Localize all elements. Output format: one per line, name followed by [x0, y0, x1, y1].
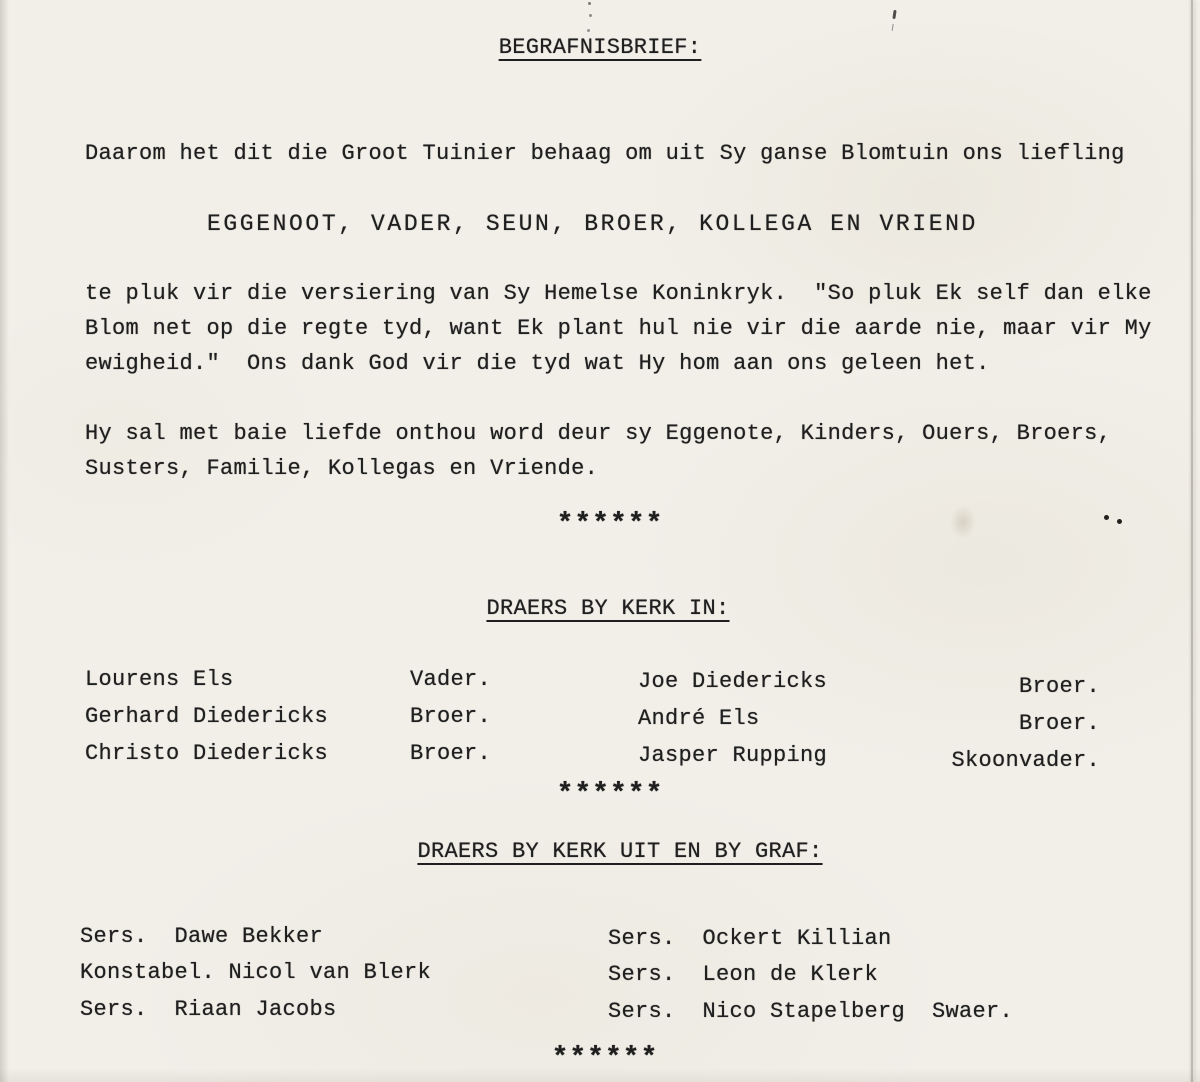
bearer-entry: Sers. Ockert Killian: [608, 926, 892, 951]
remembrance-paragraph-line: Susters, Familie, Kollegas en Vriende.: [85, 456, 599, 481]
bearer-relation: Broer.: [1018, 674, 1100, 699]
bearer-entry: Sers. Riaan Jacobs: [80, 997, 337, 1022]
quote-paragraph-line: te pluk vir die versiering van Sy Hemelse Koninkryk. "So pluk Ek self dan elke: [85, 281, 1152, 306]
bearer-name: Christo Diedericks: [85, 741, 329, 766]
star-separator: ******: [556, 779, 664, 810]
honorifics-line: EGGENOOT, VADER, SEUN, BROER, KOLLEGA EN VRIEND: [207, 211, 978, 237]
quote-paragraph-line: ewigheid." Ons dank God vir die tyd wat Hy hom aan ons geleen het.: [85, 351, 990, 376]
paper-right-edge-crease: [1191, 0, 1193, 1082]
bearer-relation: Broer.: [410, 704, 492, 729]
bearer-entry: Sers. Leon de Klerk: [608, 962, 879, 987]
bearer-name: Lourens Els: [85, 667, 234, 692]
scan-artifact-stray-mark: [892, 10, 896, 19]
document-title: BEGRAFNISBRIEF:: [498, 35, 702, 60]
remembrance-paragraph-line: Hy sal met baie liefde onthou word deur sy Eggenote, Kinders, Ouers, Broers,: [85, 421, 1112, 446]
star-separator: ******: [556, 509, 664, 540]
bearer-entry: Sers. Nico Stapelberg Swaer.: [608, 999, 1014, 1024]
bearer-name: Joe Diedericks: [638, 669, 828, 694]
intro-line: Daarom het dit die Groot Tuinier behaag om uit Sy ganse Blomtuin ons liefling: [85, 141, 1125, 166]
scan-artifact-top-dots: [588, 2, 591, 5]
bearer-relation: Skoonvader.: [951, 748, 1100, 773]
bearer-relation: Vader.: [410, 667, 492, 692]
bearer-entry: Konstabel. Nicol van Blerk: [80, 960, 432, 985]
quote-paragraph-line: Blom net op die regte tyd, want Ek plant hul nie vir die aarde nie, maar vir My: [85, 316, 1152, 341]
bearer-name: Jasper Rupping: [638, 743, 828, 768]
star-separator: ******: [551, 1043, 659, 1074]
bearer-relation: Broer.: [410, 741, 492, 766]
section-heading-bearers-in: DRAERS BY KERK IN:: [486, 596, 730, 621]
bearer-name: André Els: [638, 706, 760, 731]
bearer-name: Gerhard Diedericks: [85, 704, 329, 729]
bearer-entry: Sers. Dawe Bekker: [80, 924, 324, 949]
section-heading-bearers-out: DRAERS BY KERK UIT EN BY GRAF:: [417, 839, 823, 864]
bearer-relation: Broer.: [1018, 711, 1100, 736]
